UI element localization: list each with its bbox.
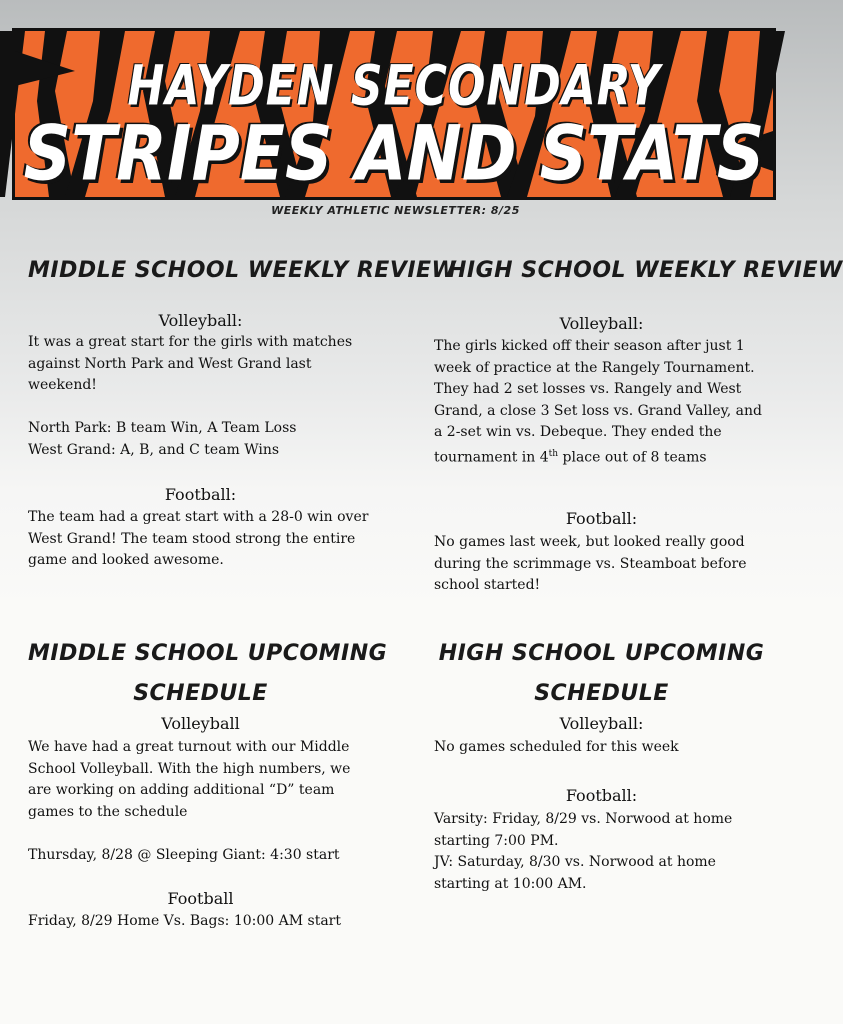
hs-review-football-title: Football:: [565, 509, 638, 528]
hs-upcoming-volleyball-title: Volleyball:: [559, 714, 644, 733]
ms-review-volleyball-title: Volleyball:: [158, 311, 243, 330]
ms-review-result-north-park: North Park: B team Win, A Team Loss: [28, 420, 297, 436]
hs-review-heading: HIGH SCHOOL WEEKLY REVIEW: [448, 258, 843, 283]
ms-upcoming-volleyball-paragraph: We have had a great turnout with our Middle School Volleyball. With the high numbers, we are working on adding additional “D” team games to the schedule: [28, 739, 351, 820]
ms-upcoming-heading: [28, 634, 388, 714]
ms-upcoming-volleyball-title: Volleyball: [161, 714, 240, 733]
ms-upcoming-volleyball-game: Thursday, 8/28 @ Sleeping Giant: 4:30 start: [28, 846, 340, 863]
newsletter-subtitle: WEEKLY ATHLETIC NEWSLETTER: 8/25: [271, 204, 520, 217]
ms-upcoming-heading-line2: SCHEDULE: [133, 681, 268, 706]
hs-upcoming-heading-line1: HIGH SCHOOL UPCOMING: [438, 641, 765, 666]
hs-review-football-text: No games last week, but looked really good during the scrimmage vs. Steamboat before school started!: [434, 534, 747, 593]
ms-review-volleyball-text: [28, 332, 373, 461]
ms-review-volleyball-paragraph: It was a great start for the girls with matches against North Park and West Grand last weekend!: [28, 334, 353, 393]
hs-upcoming-football-title: Football:: [565, 786, 638, 805]
hs-review-volleyball-paragraph-end: place out of 8 teams: [558, 449, 707, 466]
hs-upcoming-heading-line2: SCHEDULE: [534, 681, 669, 706]
hs-upcoming-volleyball-text: No games scheduled for this week: [434, 739, 679, 755]
hs-upcoming-jv-game: JV: Saturday, 8/30 vs. Norwood at home starting at 10:00 AM.: [434, 854, 716, 892]
ms-upcoming-volleyball-text: [28, 737, 378, 866]
banner-title: STRIPES AND STATS: [23, 109, 765, 198]
hs-upcoming-varsity-game: Varsity: Friday, 8/29 vs. Norwood at home starting 7:00 PM.: [434, 811, 733, 849]
banner-school-name: HAYDEN SECONDARY: [127, 54, 661, 119]
hs-upcoming-heading: [434, 634, 769, 714]
ms-review-football-title: Football:: [164, 485, 237, 504]
hs-review-volleyball-title: Volleyball:: [559, 314, 644, 333]
ordinal-suffix: th: [548, 448, 559, 459]
ms-upcoming-football-title: Football: [167, 889, 234, 908]
hs-upcoming-football-text: [434, 809, 754, 895]
ms-upcoming-heading-line1: MIDDLE SCHOOL UPCOMING: [28, 641, 388, 666]
ms-review-football-text: The team had a great start with a 28-0 win over West Grand! The team stood strong the entire game and looked awesome.: [28, 509, 369, 568]
hs-review-volleyball-text: [434, 336, 774, 469]
newsletter-banner: [12, 28, 776, 200]
hs-review-volleyball-paragraph: The girls kicked off their season after just 1 week of practice at the Rangely Tournament. They had 2 set losses vs. Rangely and West Grand, a close 3 Set loss vs. Grand Valley, and a 2-set win vs. Debeque. They ended the tournament in 4: [434, 338, 762, 466]
ms-upcoming-football-game: Friday, 8/29 Home Vs. Bags: 10:00 AM start: [28, 913, 341, 929]
ms-review-result-west-grand: West Grand: A, B, and C team Wins: [28, 441, 280, 458]
ms-review-heading: MIDDLE SCHOOL WEEKLY REVIEW: [28, 258, 457, 283]
